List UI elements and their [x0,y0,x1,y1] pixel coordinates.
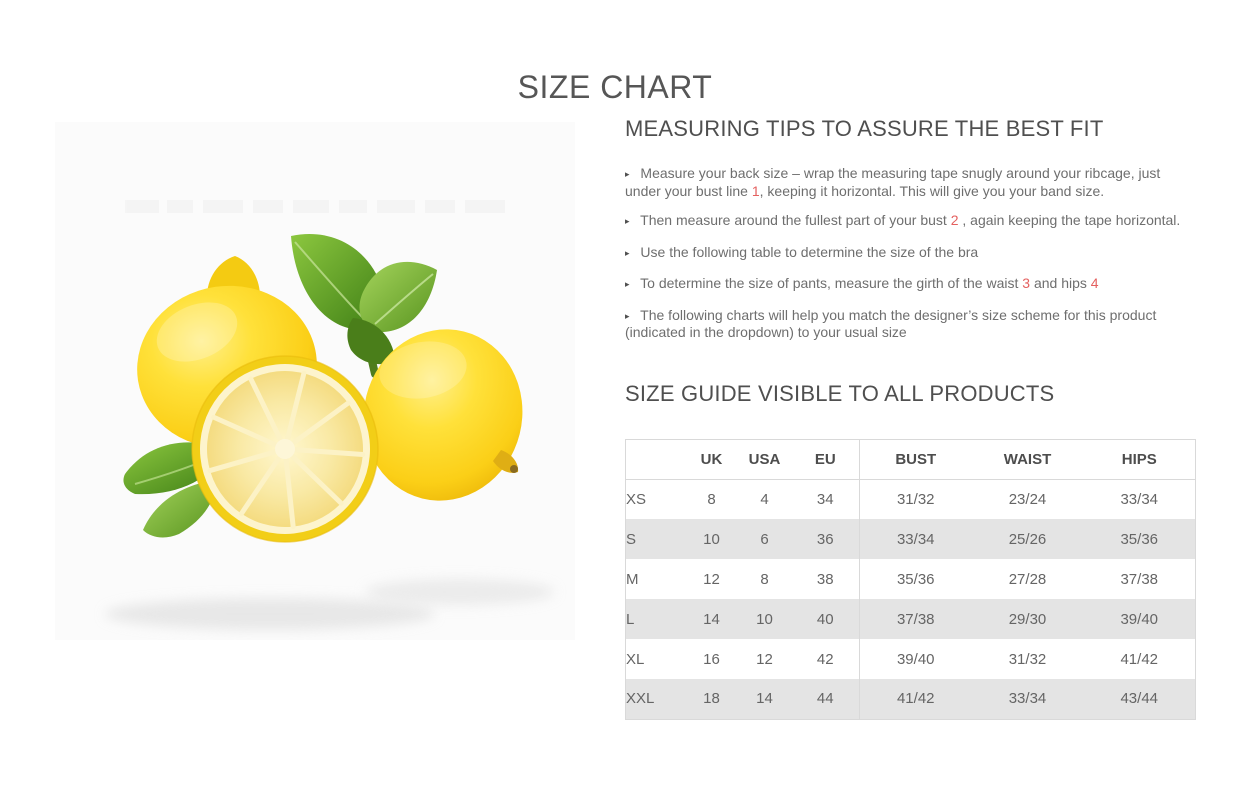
cell-uk: 16 [703,650,720,668]
cell-hips: 41/42 [1120,650,1159,668]
bullet-triangle-icon: ▸ [625,310,630,321]
cell-waist: 29/30 [1008,610,1047,628]
cell-size: S [626,530,637,548]
cell-eu: 40 [816,610,834,628]
cell-waist: 31/32 [1008,650,1047,668]
tip-text: To determine the size of pants, measure the girth of the waist [640,275,1023,291]
cell-usa: 10 [756,610,773,628]
cell-bust: 35/36 [860,559,972,599]
header-uk: UK [700,450,723,468]
cell-eu: 44 [816,690,834,708]
shadow [105,579,555,630]
table-row-xxl [626,679,1196,719]
cell-eu: 38 [816,570,834,588]
measuring-tip-2 [625,213,1195,231]
cell-hips: 35/36 [1120,530,1159,548]
cell-waist: 25/26 [1008,530,1047,548]
cell-usa: 4 [760,490,769,508]
bullet-triangle-icon: ▸ [625,247,630,258]
tip-text: and hips [1030,275,1091,291]
cell-size: M [626,570,639,588]
cell-hips: 37/38 [1120,570,1159,588]
header-size [626,439,686,479]
cell-waist: 23/24 [1008,490,1047,508]
table-row-xl [626,639,1196,679]
cell-size: XL [626,650,645,668]
tip-text: Then measure around the fullest part of your bust [640,212,951,228]
header-waist: WAIST [1003,450,1052,468]
cell-uk: 8 [707,490,716,508]
header-eu: EU [814,450,836,468]
measuring-tip-5 [625,308,1195,341]
size-guide-heading: SIZE GUIDE VISIBLE TO ALL PRODUCTS [625,380,1055,406]
header-hips: HIPS [1121,450,1157,468]
cell-bust: 31/32 [860,479,972,519]
header-bust: BUST [860,439,972,479]
tip-text: The following charts will help you match the designer’s size scheme for this product (indicated in the dropdown) to your usual size [625,306,1157,340]
cell-eu: 34 [816,490,834,508]
cell-size: L [626,610,635,628]
tip-ref-number: 3 [1022,275,1031,291]
measuring-tip-3 [625,245,1195,263]
tip-text: , again keeping the tape horizontal. [958,212,1181,228]
cell-uk: 10 [703,530,720,548]
bullet-triangle-icon: ▸ [625,216,630,226]
tip-text: Measure your back size – wrap the measuring tape snugly around your ribcage, just under your bust line [625,165,1161,199]
cell-bust: 39/40 [860,639,972,679]
tips-heading: MEASURING TIPS TO ASSURE THE BEST FIT [625,116,1104,141]
cell-hips: 33/34 [1120,490,1159,508]
cell-waist: 27/28 [1008,570,1047,588]
cell-bust: 33/34 [860,519,972,559]
table-row-xs [626,479,1196,519]
cell-uk: 14 [703,610,720,628]
info-column [625,116,1195,720]
cell-bust: 41/42 [860,679,972,719]
watermark-band [125,200,505,213]
cell-usa: 14 [756,690,773,708]
page-title: SIZE CHART [517,69,713,106]
bullet-triangle-icon: ▸ [625,169,630,179]
table-header-row [626,439,1196,479]
tip-ref-number: 2 [950,212,959,228]
tip-ref-number: 1 [751,182,760,199]
bullet-triangle-icon: ▸ [625,279,630,289]
table-row-s [626,519,1196,559]
lemons-illustration [55,122,575,640]
cell-eu: 42 [816,650,834,668]
table-row-m [626,559,1196,599]
cell-bust: 37/38 [860,599,972,639]
measuring-tip-4 [625,276,1195,294]
tip-text: , keeping it horizontal. This will give you your band size. [759,182,1105,199]
cell-usa: 6 [760,530,769,548]
cell-hips: 39/40 [1120,610,1159,628]
cell-hips: 43/44 [1120,690,1159,708]
tip-text: Use the following table to determine the size of the bra [640,243,979,260]
cell-usa: 12 [756,650,773,668]
size-table [625,439,1196,720]
cell-usa: 8 [760,570,769,588]
cell-size: XS [626,490,647,508]
measuring-tip-1 [625,166,1195,199]
table-row-l [626,599,1196,639]
product-image-lemons [55,122,575,640]
cell-waist: 33/34 [1008,690,1047,708]
cell-uk: 12 [703,570,720,588]
header-usa: USA [748,450,781,468]
cell-uk: 18 [703,690,720,708]
cell-eu: 36 [816,530,834,548]
cell-size: XXL [626,690,655,708]
tip-ref-number: 4 [1090,275,1099,291]
